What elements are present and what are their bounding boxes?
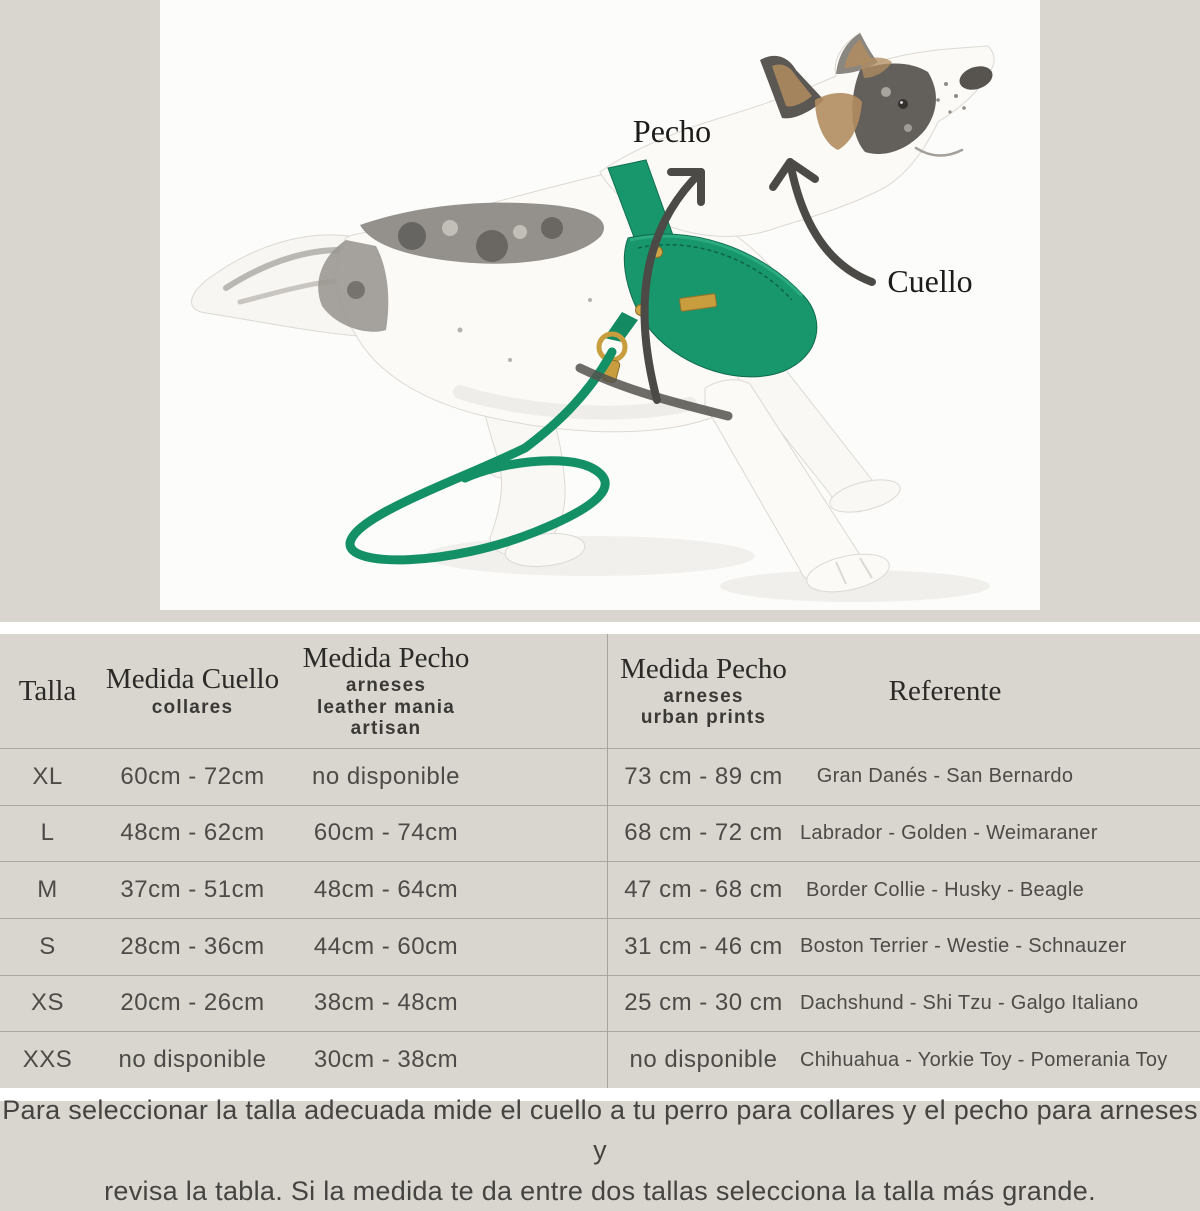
cell-pecho-urban: 73 cm - 89 cm bbox=[624, 762, 783, 790]
cell-pecho-leather: 48cm - 64cm bbox=[313, 876, 459, 904]
dog-harness-illustration bbox=[160, 0, 1040, 610]
footer-line-1: Para seleccionar la talla adecuada mide el cuello a tu perro para collares y el pecho para arneses y bbox=[2, 1094, 1198, 1166]
cell-referente: Gran Danés - San Bernardo bbox=[816, 765, 1074, 788]
header-medida-pecho-urban bbox=[607, 654, 800, 729]
cell-pecho-leather: 38cm - 48cm bbox=[313, 989, 459, 1017]
size-table bbox=[0, 634, 1200, 1088]
cell-referente: Border Collie - Husky - Beagle bbox=[806, 878, 1084, 901]
cell-pecho-leather: 44cm - 60cm bbox=[313, 932, 459, 960]
table-row-xxs bbox=[0, 1031, 1200, 1088]
cell-pecho-urban: 31 cm - 46 cm bbox=[624, 932, 783, 960]
header-pecho-leather-sub2: leather mania bbox=[316, 696, 456, 718]
table-row-xl bbox=[0, 748, 1200, 805]
cell-referente: Boston Terrier - Westie - Schnauzer bbox=[800, 935, 1127, 958]
cell-pecho-urban: 68 cm - 72 cm bbox=[624, 819, 783, 847]
cell-pecho-leather: 60cm - 74cm bbox=[313, 819, 459, 847]
table-row-s bbox=[0, 918, 1200, 975]
header-medida-cuello-title: Medida Cuello bbox=[105, 663, 280, 696]
table-row-l bbox=[0, 805, 1200, 862]
table-row-xs bbox=[0, 975, 1200, 1032]
header-pecho-leather-title: Medida Pecho bbox=[302, 641, 470, 674]
cell-talla: XS bbox=[30, 989, 64, 1017]
cell-cuello: 28cm - 36cm bbox=[120, 932, 265, 960]
cell-pecho-urban: 25 cm - 30 cm bbox=[624, 989, 783, 1017]
header-referente: Referente bbox=[888, 674, 1002, 707]
cell-cuello: 37cm - 51cm bbox=[120, 876, 265, 904]
cell-referente: Dachshund - Shi Tzu - Galgo Italiano bbox=[800, 991, 1139, 1014]
dog-photo bbox=[160, 0, 1040, 610]
pecho-label: Pecho bbox=[632, 113, 712, 149]
header-medida-cuello-sub: collares bbox=[151, 696, 234, 718]
header-pecho-urban-sub1: arneses bbox=[663, 685, 744, 707]
cell-talla: M bbox=[37, 876, 58, 904]
header-medida-pecho-leather bbox=[290, 643, 482, 739]
footer-line-2: revisa la tabla. Si la medida te da entre dos tallas selecciona la talla más grande. bbox=[104, 1175, 1096, 1206]
header-medida-cuello bbox=[95, 664, 290, 718]
header-talla: Talla bbox=[18, 674, 77, 707]
cell-talla: S bbox=[39, 932, 56, 960]
cell-talla: XXS bbox=[22, 1046, 73, 1074]
cell-pecho-leather: 30cm - 38cm bbox=[313, 1046, 459, 1074]
cell-cuello: no disponible bbox=[118, 1046, 267, 1074]
cell-pecho-urban: no disponible bbox=[629, 1046, 778, 1074]
cell-referente: Labrador - Golden - Weimaraner bbox=[800, 821, 1098, 844]
cell-talla: L bbox=[40, 819, 55, 847]
cell-pecho-urban: 47 cm - 68 cm bbox=[624, 876, 783, 904]
header-pecho-urban-sub2: urban prints bbox=[640, 707, 767, 729]
cell-pecho-leather: no disponible bbox=[312, 762, 460, 790]
header-pecho-leather-sub3: artisan bbox=[350, 717, 422, 739]
cell-talla: XL bbox=[32, 762, 63, 790]
cuello-label: Cuello bbox=[887, 263, 973, 299]
footer-instructions bbox=[0, 1094, 1200, 1206]
cell-referente: Chihuahua - Yorkie Toy - Pomerania Toy bbox=[800, 1048, 1168, 1071]
table-header-row bbox=[0, 634, 1200, 748]
cell-cuello: 60cm - 72cm bbox=[120, 762, 265, 790]
table-vertical-divider bbox=[607, 634, 608, 1088]
table-row-m bbox=[0, 861, 1200, 918]
divider-stripe-top bbox=[0, 622, 1200, 634]
header-pecho-urban-title: Medida Pecho bbox=[620, 652, 787, 685]
cell-cuello: 20cm - 26cm bbox=[120, 989, 265, 1017]
cell-cuello: 48cm - 62cm bbox=[120, 819, 265, 847]
header-pecho-leather-sub1: arneses bbox=[345, 675, 427, 697]
